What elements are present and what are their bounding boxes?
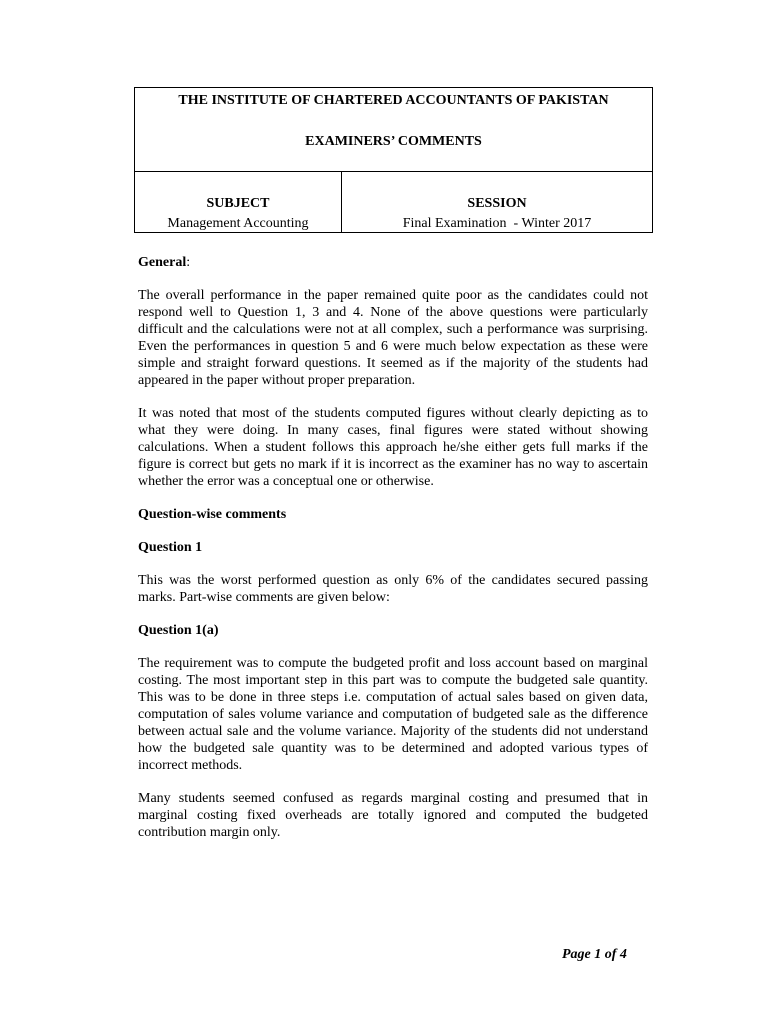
session-cell: [342, 172, 652, 233]
general-colon: :: [186, 255, 191, 270]
question-1-paragraph: This was the worst performed question as only 6% of the candidates secured passing marks. Part-wise comments are given below:: [138, 573, 648, 605]
report-title: EXAMINERS’ COMMENTS: [305, 134, 482, 149]
general-paragraph-1: The overall performance in the paper remained quite poor as the candidates could not respond well to Question 1, 3 and 4. None of the above questions were particularly difficult and the calculations were not at all complex, such a performance was surprising. Even the performances in question 5 and 6 were much below expectation as these were simple and straight forward questions. It seemed as if the majority of the students had appeared in the paper without proper preparation.: [138, 288, 648, 388]
header-title-row: [135, 88, 652, 172]
session-value: Final Examination - Winter 2017: [402, 216, 592, 231]
general-heading-line: [138, 254, 648, 271]
question-1a-paragraph-2: Many students seemed confused as regards marginal costing and presumed that in marginal costing fixed overheads are totally ignored and computed the budgeted contribution margin only.: [138, 791, 648, 840]
question-1a-heading: Question 1(a): [138, 623, 219, 638]
general-paragraph-2: It was noted that most of the students computed figures without clearly depicting as to what they were doing. In many cases, final figures were stated without showing calculations. When a student follows this approach he/she either gets full marks if the figure is correct but gets no mark if it is incorrect as the examiner has no way to ascertain whether the error was a conceptual one or otherwise.: [138, 406, 648, 489]
subject-cell: [135, 172, 342, 233]
general-heading: General: [138, 255, 187, 270]
session-label: SESSION: [467, 196, 527, 211]
institute-name: THE INSTITUTE OF CHARTERED ACCOUNTANTS OF PAKISTAN: [178, 93, 609, 108]
subject-value: Management Accounting: [167, 216, 309, 231]
page-number: Page 1 of 4: [562, 947, 627, 962]
question-wise-heading: Question-wise comments: [138, 507, 287, 522]
subject-label: SUBJECT: [206, 196, 270, 211]
header-table: [134, 87, 653, 233]
document-body: [138, 254, 648, 857]
question-1-heading: Question 1: [138, 540, 203, 555]
question-1a-paragraph-1: The requirement was to compute the budgeted profit and loss account based on marginal costing. The most important step in this part was to compute the budgeted sale quantity. This was to be done in three steps i.e. computation of actual sales based on given data, computation of sales volume variance and computation of budgeted sale as the difference between actual sale and the volume variance. Majority of the students did not understand how the budgeted sale quantity was to be determined and adopted various types of incorrect methods.: [138, 656, 648, 773]
